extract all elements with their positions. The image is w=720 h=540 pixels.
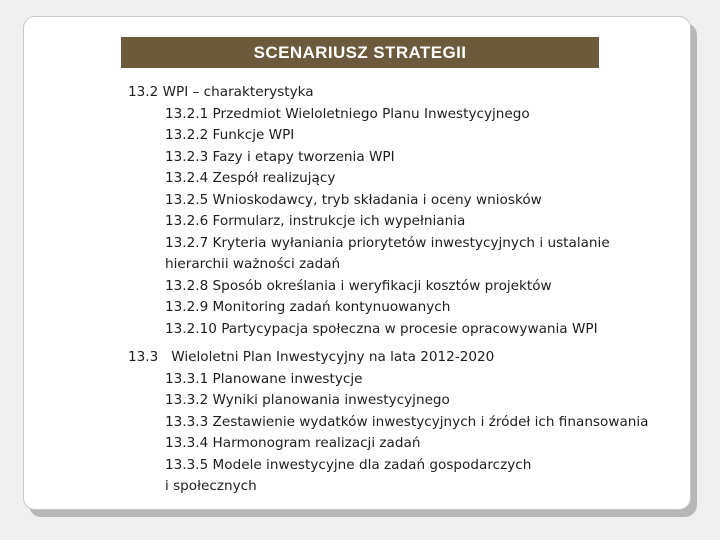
item-text: 13.3.1 Planowane inwestycje [165, 370, 363, 387]
list-item [165, 390, 703, 412]
section-13-2 [128, 82, 703, 340]
list-item [165, 104, 703, 126]
item-text: 13.2.3 Fazy i etapy tworzenia WPI [165, 148, 395, 165]
item-text: 13.3.2 Wyniki planowania inwestycyjnego [165, 392, 450, 408]
list-item [165, 211, 703, 233]
item-text: 13.2.1 Przedmiot Wieloletniego Planu Inwestycyjnego [165, 105, 530, 122]
list-item [165, 433, 703, 455]
list-item [165, 276, 703, 298]
item-text: 13.2.8 Sposób określania i weryfikacji kosztów projektów [165, 277, 552, 294]
list-item [165, 297, 703, 319]
item-text: 13.2.6 Formularz, instrukcje ich wypełniania [165, 213, 466, 229]
item-text: 13.2.2 Funkcje WPI [165, 127, 295, 143]
list-item [165, 147, 703, 169]
subsection-list [128, 369, 703, 498]
title-banner [121, 37, 599, 68]
list-item [165, 233, 703, 276]
item-text: 13.3.3 Zestawienie wydatków inwestycyjnych i źródeł ich finansowania [165, 413, 649, 430]
list-item [165, 125, 703, 147]
list-item [165, 369, 703, 391]
section-heading: 13.2 WPI – charakterystyka [128, 84, 314, 100]
item-text: 13.3.4 Harmonogram realizacji zadań [165, 435, 421, 451]
section-13-3 [128, 347, 703, 498]
list-item [165, 190, 703, 212]
item-text: 13.2.7 Kryteria wyłaniania priorytetów inwestycyjnych i ustalanie [165, 234, 610, 251]
list-item [165, 168, 703, 190]
item-text: 13.2.10 Partycypacja społeczna w procesie opracowywania WPI [165, 320, 598, 337]
item-text: 13.3.5 Modele inwestycyjne dla zadań gospodarczych [165, 456, 532, 473]
item-text-continuation: i społecznych [165, 478, 257, 494]
list-item [165, 455, 703, 498]
slide-title: SCENARIUSZ STRATEGII [253, 42, 467, 62]
subsection-list [128, 104, 703, 341]
list-item [165, 319, 703, 341]
item-text: 13.2.4 Zespół realizujący [165, 170, 336, 186]
outline-list [128, 82, 703, 498]
item-text-continuation: hierarchii ważności zadań [165, 256, 341, 272]
section-heading: 13.3 Wieloletni Plan Inwestycyjny na lata 2012-2020 [128, 349, 495, 365]
list-item [165, 412, 703, 434]
item-text: 13.2.5 Wnioskodawcy, tryb składania i oceny wniosków [165, 191, 542, 208]
item-text: 13.2.9 Monitoring zadań kontynuowanych [165, 299, 451, 315]
